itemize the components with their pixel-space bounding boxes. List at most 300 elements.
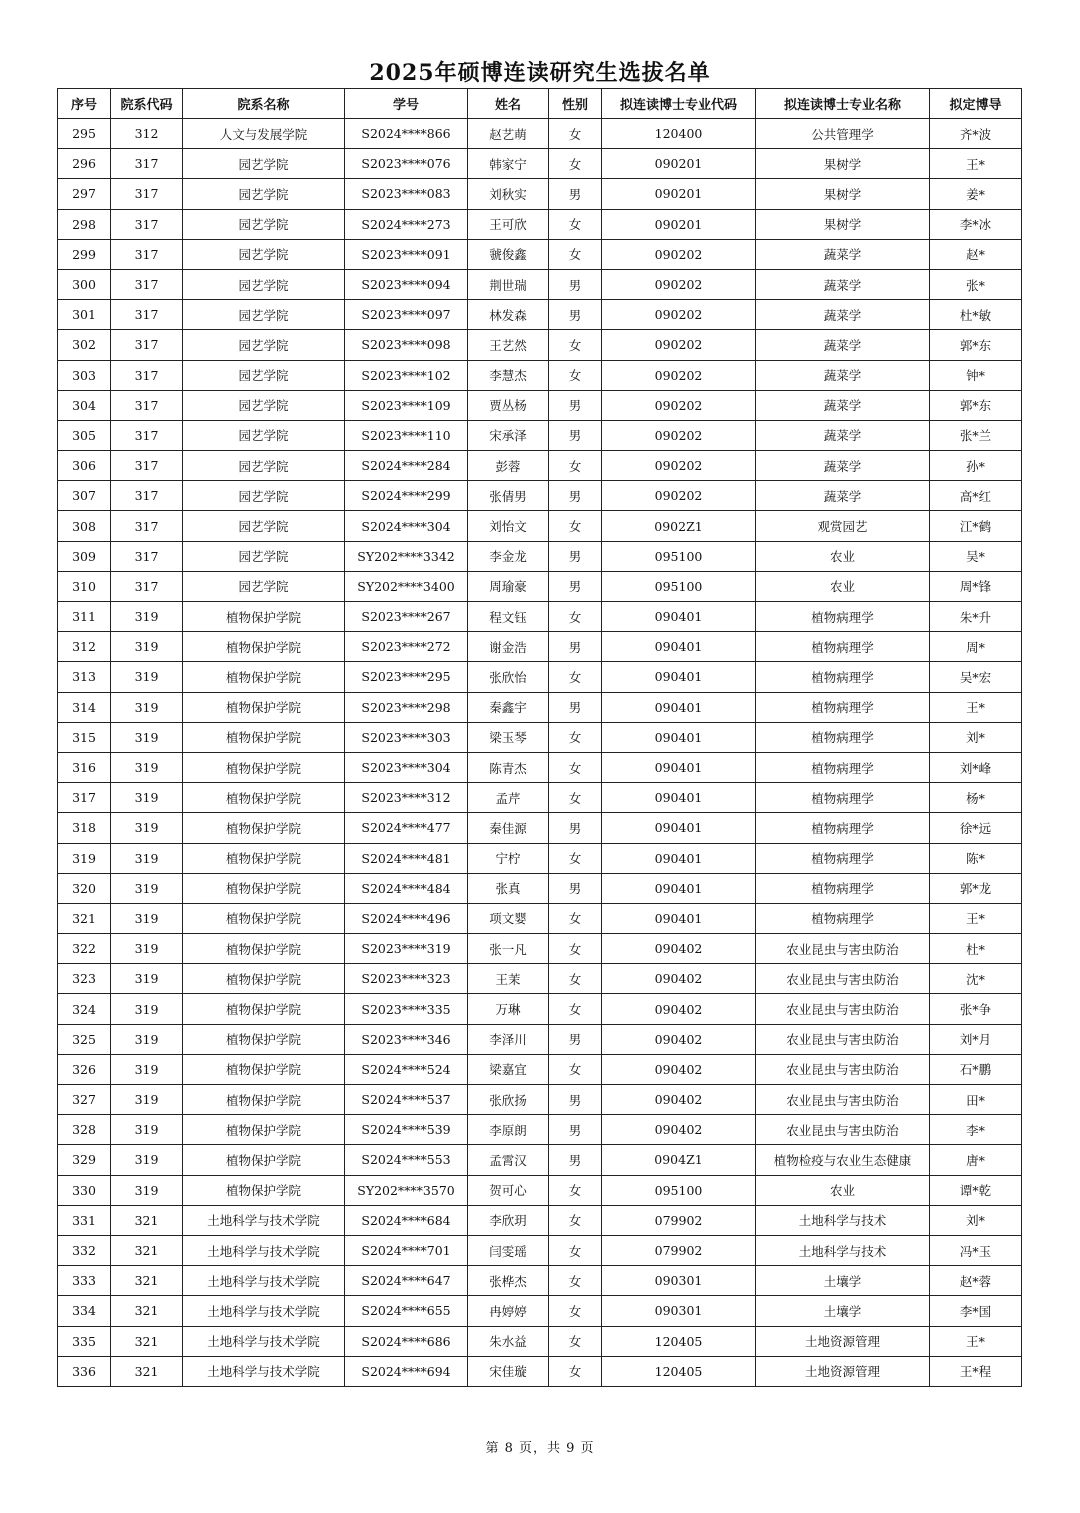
- cell-major-code: 090202: [602, 300, 756, 330]
- table-row: [58, 632, 1022, 662]
- cell-gender: 男: [549, 571, 602, 601]
- cell-gender: 男: [549, 1115, 602, 1145]
- cell-supervisor: 王*程: [930, 1356, 1022, 1386]
- cell-name: 王可欣: [468, 209, 549, 239]
- cell-major-code: 0904Z1: [602, 1145, 756, 1175]
- cell-dept-code: 317: [111, 511, 183, 541]
- cell-student-id: S2023****091: [345, 239, 468, 269]
- table-row: [58, 149, 1022, 179]
- cell-gender: 女: [549, 451, 602, 481]
- cell-seq: 295: [58, 119, 111, 149]
- cell-student-id: SY202****3400: [345, 571, 468, 601]
- header-student-id: 学号: [345, 89, 468, 119]
- cell-dept-name: 土地科学与技术学院: [183, 1296, 345, 1326]
- cell-supervisor: 石*鹏: [930, 1054, 1022, 1084]
- cell-dept-name: 园艺学院: [183, 390, 345, 420]
- cell-seq: 318: [58, 813, 111, 843]
- cell-dept-name: 植物保护学院: [183, 1054, 345, 1084]
- cell-major-name: 农业昆虫与害虫防治: [756, 1085, 930, 1115]
- cell-supervisor: 李*冰: [930, 209, 1022, 239]
- cell-major-name: 植物病理学: [756, 873, 930, 903]
- cell-seq: 297: [58, 179, 111, 209]
- cell-student-id: S2023****323: [345, 964, 468, 994]
- cell-seq: 314: [58, 692, 111, 722]
- cell-dept-code: 319: [111, 873, 183, 903]
- cell-student-id: S2024****655: [345, 1296, 468, 1326]
- cell-student-id: S2024****686: [345, 1326, 468, 1356]
- cell-student-id: SY202****3342: [345, 541, 468, 571]
- cell-dept-code: 321: [111, 1266, 183, 1296]
- cell-major-name: 土地资源管理: [756, 1326, 930, 1356]
- cell-name: 宋佳璇: [468, 1356, 549, 1386]
- cell-dept-name: 植物保护学院: [183, 843, 345, 873]
- cell-major-name: 土地科学与技术: [756, 1205, 930, 1235]
- cell-dept-code: 317: [111, 481, 183, 511]
- cell-supervisor: 徐*远: [930, 813, 1022, 843]
- cell-seq: 306: [58, 451, 111, 481]
- table-row: [58, 1115, 1022, 1145]
- cell-student-id: S2023****109: [345, 390, 468, 420]
- cell-dept-name: 植物保护学院: [183, 662, 345, 692]
- cell-major-code: 090202: [602, 239, 756, 269]
- cell-name: 虢俊鑫: [468, 239, 549, 269]
- cell-dept-name: 植物保护学院: [183, 1024, 345, 1054]
- cell-major-name: 植物病理学: [756, 692, 930, 722]
- cell-dept-code: 319: [111, 662, 183, 692]
- cell-gender: 女: [549, 119, 602, 149]
- cell-supervisor: 赵*: [930, 239, 1022, 269]
- cell-supervisor: 刘*: [930, 722, 1022, 752]
- cell-student-id: S2024****647: [345, 1266, 468, 1296]
- cell-seq: 300: [58, 269, 111, 299]
- cell-name: 谢金浩: [468, 632, 549, 662]
- cell-major-name: 蔬菜学: [756, 269, 930, 299]
- table-row: [58, 360, 1022, 390]
- cell-major-name: 植物病理学: [756, 813, 930, 843]
- cell-gender: 男: [549, 269, 602, 299]
- cell-dept-name: 园艺学院: [183, 149, 345, 179]
- cell-gender: 男: [549, 813, 602, 843]
- cell-seq: 310: [58, 571, 111, 601]
- cell-seq: 304: [58, 390, 111, 420]
- selection-table: [57, 88, 1022, 1387]
- cell-seq: 302: [58, 330, 111, 360]
- cell-major-code: 095100: [602, 571, 756, 601]
- table-row: [58, 1145, 1022, 1175]
- cell-name: 梁玉琴: [468, 722, 549, 752]
- cell-supervisor: 孙*: [930, 451, 1022, 481]
- cell-gender: 女: [549, 149, 602, 179]
- cell-major-name: 土壤学: [756, 1266, 930, 1296]
- cell-major-code: 090402: [602, 1054, 756, 1084]
- cell-name: 张欣怡: [468, 662, 549, 692]
- cell-dept-name: 植物保护学院: [183, 1175, 345, 1205]
- cell-dept-code: 321: [111, 1296, 183, 1326]
- cell-supervisor: 周*锋: [930, 571, 1022, 601]
- cell-dept-code: 319: [111, 722, 183, 752]
- cell-student-id: S2024****481: [345, 843, 468, 873]
- cell-seq: 330: [58, 1175, 111, 1205]
- cell-student-id: S2024****537: [345, 1085, 468, 1115]
- cell-name: 张欣扬: [468, 1085, 549, 1115]
- table-row: [58, 1205, 1022, 1235]
- cell-dept-code: 319: [111, 1085, 183, 1115]
- cell-student-id: S2023****312: [345, 783, 468, 813]
- cell-dept-code: 319: [111, 783, 183, 813]
- cell-dept-name: 土地科学与技术学院: [183, 1326, 345, 1356]
- cell-name: 赵艺萌: [468, 119, 549, 149]
- cell-supervisor: 郭*龙: [930, 873, 1022, 903]
- cell-student-id: S2023****083: [345, 179, 468, 209]
- cell-major-name: 农业昆虫与害虫防治: [756, 1024, 930, 1054]
- cell-major-code: 095100: [602, 541, 756, 571]
- cell-supervisor: 唐*: [930, 1145, 1022, 1175]
- cell-dept-code: 319: [111, 843, 183, 873]
- cell-student-id: S2023****076: [345, 149, 468, 179]
- cell-student-id: S2023****267: [345, 602, 468, 632]
- cell-supervisor: 郭*东: [930, 330, 1022, 360]
- cell-dept-name: 植物保护学院: [183, 994, 345, 1024]
- cell-gender: 女: [549, 360, 602, 390]
- cell-major-code: 090301: [602, 1266, 756, 1296]
- cell-seq: 315: [58, 722, 111, 752]
- table-row: [58, 451, 1022, 481]
- table-row: [58, 119, 1022, 149]
- cell-student-id: S2023****272: [345, 632, 468, 662]
- cell-name: 项文婴: [468, 903, 549, 933]
- cell-supervisor: 李*: [930, 1115, 1022, 1145]
- cell-dept-code: 319: [111, 752, 183, 782]
- cell-major-name: 蔬菜学: [756, 390, 930, 420]
- cell-gender: 女: [549, 934, 602, 964]
- header-seq: 序号: [58, 89, 111, 119]
- cell-dept-code: 312: [111, 119, 183, 149]
- cell-student-id: S2024****701: [345, 1235, 468, 1265]
- cell-supervisor: 吴*宏: [930, 662, 1022, 692]
- cell-name: 张桦杰: [468, 1266, 549, 1296]
- cell-seq: 317: [58, 783, 111, 813]
- cell-major-name: 果树学: [756, 149, 930, 179]
- cell-supervisor: 朱*升: [930, 602, 1022, 632]
- cell-student-id: S2023****304: [345, 752, 468, 782]
- cell-name: 刘秋实: [468, 179, 549, 209]
- cell-supervisor: 张*兰: [930, 420, 1022, 450]
- cell-major-code: 095100: [602, 1175, 756, 1205]
- cell-gender: 女: [549, 662, 602, 692]
- cell-major-code: 090401: [602, 632, 756, 662]
- table-row: [58, 692, 1022, 722]
- cell-dept-name: 人文与发展学院: [183, 119, 345, 149]
- cell-seq: 324: [58, 994, 111, 1024]
- table-row: [58, 511, 1022, 541]
- table-row: [58, 964, 1022, 994]
- cell-name: 张倩男: [468, 481, 549, 511]
- cell-seq: 328: [58, 1115, 111, 1145]
- cell-seq: 299: [58, 239, 111, 269]
- cell-name: 韩家宁: [468, 149, 549, 179]
- cell-gender: 男: [549, 300, 602, 330]
- table-row: [58, 903, 1022, 933]
- cell-dept-code: 317: [111, 360, 183, 390]
- table-row: [58, 1175, 1022, 1205]
- cell-dept-name: 植物保护学院: [183, 1085, 345, 1115]
- table-row: [58, 662, 1022, 692]
- cell-dept-name: 植物保护学院: [183, 752, 345, 782]
- cell-gender: 女: [549, 1054, 602, 1084]
- cell-dept-name: 土地科学与技术学院: [183, 1205, 345, 1235]
- table-row: [58, 843, 1022, 873]
- cell-gender: 男: [549, 873, 602, 903]
- cell-major-code: 120405: [602, 1356, 756, 1386]
- cell-name: 林发森: [468, 300, 549, 330]
- cell-dept-code: 321: [111, 1356, 183, 1386]
- cell-name: 李泽川: [468, 1024, 549, 1054]
- cell-seq: 327: [58, 1085, 111, 1115]
- cell-major-code: 090401: [602, 783, 756, 813]
- cell-name: 张真: [468, 873, 549, 903]
- cell-student-id: S2023****097: [345, 300, 468, 330]
- cell-seq: 321: [58, 903, 111, 933]
- cell-major-name: 农业: [756, 541, 930, 571]
- cell-major-code: 090401: [602, 722, 756, 752]
- table-row: [58, 300, 1022, 330]
- cell-supervisor: 王*: [930, 1326, 1022, 1356]
- cell-dept-code: 317: [111, 209, 183, 239]
- header-supervisor: 拟定博导: [930, 89, 1022, 119]
- cell-major-name: 蔬菜学: [756, 360, 930, 390]
- cell-major-code: 090402: [602, 934, 756, 964]
- cell-dept-code: 317: [111, 269, 183, 299]
- cell-seq: 333: [58, 1266, 111, 1296]
- cell-dept-name: 园艺学院: [183, 269, 345, 299]
- table-row: [58, 1326, 1022, 1356]
- cell-student-id: S2024****304: [345, 511, 468, 541]
- cell-gender: 女: [549, 602, 602, 632]
- cell-student-id: S2024****484: [345, 873, 468, 903]
- cell-gender: 男: [549, 1145, 602, 1175]
- cell-major-code: 090202: [602, 481, 756, 511]
- cell-major-code: 090401: [602, 692, 756, 722]
- cell-dept-name: 园艺学院: [183, 300, 345, 330]
- cell-gender: 女: [549, 511, 602, 541]
- cell-major-code: 120400: [602, 119, 756, 149]
- page-footer: 第 8 页，共 9 页: [485, 1441, 595, 1456]
- cell-major-code: 090402: [602, 1024, 756, 1054]
- cell-seq: 329: [58, 1145, 111, 1175]
- cell-student-id: S2023****319: [345, 934, 468, 964]
- cell-student-id: S2023****298: [345, 692, 468, 722]
- cell-seq: 334: [58, 1296, 111, 1326]
- cell-seq: 336: [58, 1356, 111, 1386]
- cell-major-code: 090402: [602, 994, 756, 1024]
- cell-dept-code: 317: [111, 179, 183, 209]
- cell-major-code: 090202: [602, 390, 756, 420]
- cell-student-id: S2023****102: [345, 360, 468, 390]
- cell-gender: 女: [549, 843, 602, 873]
- cell-gender: 女: [549, 1356, 602, 1386]
- cell-dept-name: 植物保护学院: [183, 813, 345, 843]
- cell-major-code: 090402: [602, 964, 756, 994]
- cell-major-code: 090401: [602, 752, 756, 782]
- cell-seq: 326: [58, 1054, 111, 1084]
- cell-major-name: 蔬菜学: [756, 481, 930, 511]
- cell-major-name: 农业: [756, 571, 930, 601]
- cell-dept-name: 土地科学与技术学院: [183, 1356, 345, 1386]
- cell-name: 荆世瑞: [468, 269, 549, 299]
- cell-name: 贾丛杨: [468, 390, 549, 420]
- table-row: [58, 209, 1022, 239]
- table-row: [58, 1266, 1022, 1296]
- cell-name: 李欣玥: [468, 1205, 549, 1235]
- cell-major-name: 农业昆虫与害虫防治: [756, 934, 930, 964]
- cell-dept-code: 319: [111, 632, 183, 662]
- cell-gender: 男: [549, 1024, 602, 1054]
- cell-dept-name: 园艺学院: [183, 330, 345, 360]
- cell-supervisor: 郭*东: [930, 390, 1022, 420]
- cell-major-code: 090402: [602, 1115, 756, 1145]
- cell-seq: 296: [58, 149, 111, 179]
- cell-dept-name: 园艺学院: [183, 209, 345, 239]
- header-major-name: 拟连读博士专业名称: [756, 89, 930, 119]
- cell-major-name: 果树学: [756, 209, 930, 239]
- cell-dept-name: 园艺学院: [183, 571, 345, 601]
- cell-dept-code: 319: [111, 602, 183, 632]
- cell-major-code: 090202: [602, 269, 756, 299]
- cell-dept-code: 317: [111, 239, 183, 269]
- cell-name: 秦佳源: [468, 813, 549, 843]
- cell-dept-code: 317: [111, 330, 183, 360]
- cell-gender: 女: [549, 330, 602, 360]
- table-row: [58, 1085, 1022, 1115]
- cell-dept-name: 园艺学院: [183, 451, 345, 481]
- cell-supervisor: 吴*: [930, 541, 1022, 571]
- cell-supervisor: 杜*: [930, 934, 1022, 964]
- cell-gender: 女: [549, 1296, 602, 1326]
- cell-dept-code: 319: [111, 903, 183, 933]
- cell-major-code: 090201: [602, 179, 756, 209]
- cell-dept-code: 319: [111, 1115, 183, 1145]
- cell-student-id: S2023****098: [345, 330, 468, 360]
- cell-dept-name: 园艺学院: [183, 481, 345, 511]
- cell-name: 陈青杰: [468, 752, 549, 782]
- cell-major-name: 蔬菜学: [756, 330, 930, 360]
- cell-major-code: 090401: [602, 662, 756, 692]
- cell-seq: 331: [58, 1205, 111, 1235]
- cell-student-id: S2023****094: [345, 269, 468, 299]
- cell-seq: 308: [58, 511, 111, 541]
- cell-major-code: 090401: [602, 602, 756, 632]
- cell-major-name: 蔬菜学: [756, 239, 930, 269]
- cell-student-id: S2023****335: [345, 994, 468, 1024]
- cell-major-name: 植物病理学: [756, 843, 930, 873]
- cell-dept-name: 植物保护学院: [183, 722, 345, 752]
- cell-supervisor: 张*: [930, 269, 1022, 299]
- cell-student-id: S2024****694: [345, 1356, 468, 1386]
- cell-supervisor: 江*鹤: [930, 511, 1022, 541]
- cell-major-code: 090202: [602, 451, 756, 481]
- cell-gender: 女: [549, 903, 602, 933]
- table-row: [58, 571, 1022, 601]
- cell-student-id: S2024****539: [345, 1115, 468, 1145]
- cell-seq: 325: [58, 1024, 111, 1054]
- cell-seq: 332: [58, 1235, 111, 1265]
- cell-name: 孟芹: [468, 783, 549, 813]
- cell-major-name: 农业: [756, 1175, 930, 1205]
- cell-name: 梁嘉宜: [468, 1054, 549, 1084]
- cell-seq: 319: [58, 843, 111, 873]
- cell-name: 李金龙: [468, 541, 549, 571]
- cell-major-name: 植物检疫与农业生态健康: [756, 1145, 930, 1175]
- cell-name: 张一凡: [468, 934, 549, 964]
- table-row: [58, 269, 1022, 299]
- table-row: [58, 783, 1022, 813]
- cell-major-code: 079902: [602, 1205, 756, 1235]
- cell-supervisor: 高*红: [930, 481, 1022, 511]
- cell-name: 宋承泽: [468, 420, 549, 450]
- cell-name: 宁柠: [468, 843, 549, 873]
- cell-gender: 女: [549, 209, 602, 239]
- cell-supervisor: 齐*波: [930, 119, 1022, 149]
- cell-dept-name: 园艺学院: [183, 179, 345, 209]
- cell-gender: 男: [549, 541, 602, 571]
- header-major-code: 拟连读博士专业代码: [602, 89, 756, 119]
- cell-major-name: 植物病理学: [756, 752, 930, 782]
- cell-name: 贺可心: [468, 1175, 549, 1205]
- cell-student-id: S2024****553: [345, 1145, 468, 1175]
- cell-major-name: 农业昆虫与害虫防治: [756, 964, 930, 994]
- table-row: [58, 179, 1022, 209]
- cell-major-name: 植物病理学: [756, 903, 930, 933]
- cell-student-id: S2023****110: [345, 420, 468, 450]
- cell-name: 王艺然: [468, 330, 549, 360]
- cell-seq: 301: [58, 300, 111, 330]
- cell-dept-code: 321: [111, 1326, 183, 1356]
- cell-supervisor: 刘*峰: [930, 752, 1022, 782]
- cell-dept-name: 植物保护学院: [183, 934, 345, 964]
- table-row: [58, 994, 1022, 1024]
- cell-seq: 311: [58, 602, 111, 632]
- cell-name: 王茉: [468, 964, 549, 994]
- cell-major-name: 植物病理学: [756, 662, 930, 692]
- cell-seq: 305: [58, 420, 111, 450]
- cell-dept-name: 园艺学院: [183, 360, 345, 390]
- cell-name: 朱水益: [468, 1326, 549, 1356]
- cell-seq: 298: [58, 209, 111, 239]
- cell-major-name: 土地资源管理: [756, 1356, 930, 1386]
- table-row: [58, 481, 1022, 511]
- cell-major-name: 蔬菜学: [756, 451, 930, 481]
- cell-seq: 322: [58, 934, 111, 964]
- cell-student-id: S2024****273: [345, 209, 468, 239]
- cell-major-name: 观赏园艺: [756, 511, 930, 541]
- cell-supervisor: 姜*: [930, 179, 1022, 209]
- cell-supervisor: 田*: [930, 1085, 1022, 1115]
- cell-supervisor: 冯*玉: [930, 1235, 1022, 1265]
- header-dept-name: 院系名称: [183, 89, 345, 119]
- cell-name: 刘怡文: [468, 511, 549, 541]
- cell-major-code: 090201: [602, 149, 756, 179]
- cell-major-name: 农业昆虫与害虫防治: [756, 1115, 930, 1145]
- cell-major-code: 079902: [602, 1235, 756, 1265]
- cell-major-code: 090401: [602, 903, 756, 933]
- cell-gender: 女: [549, 239, 602, 269]
- cell-major-code: 090402: [602, 1085, 756, 1115]
- cell-seq: 309: [58, 541, 111, 571]
- cell-gender: 女: [549, 994, 602, 1024]
- cell-major-code: 0902Z1: [602, 511, 756, 541]
- cell-dept-name: 土地科学与技术学院: [183, 1266, 345, 1296]
- table-row: [58, 752, 1022, 782]
